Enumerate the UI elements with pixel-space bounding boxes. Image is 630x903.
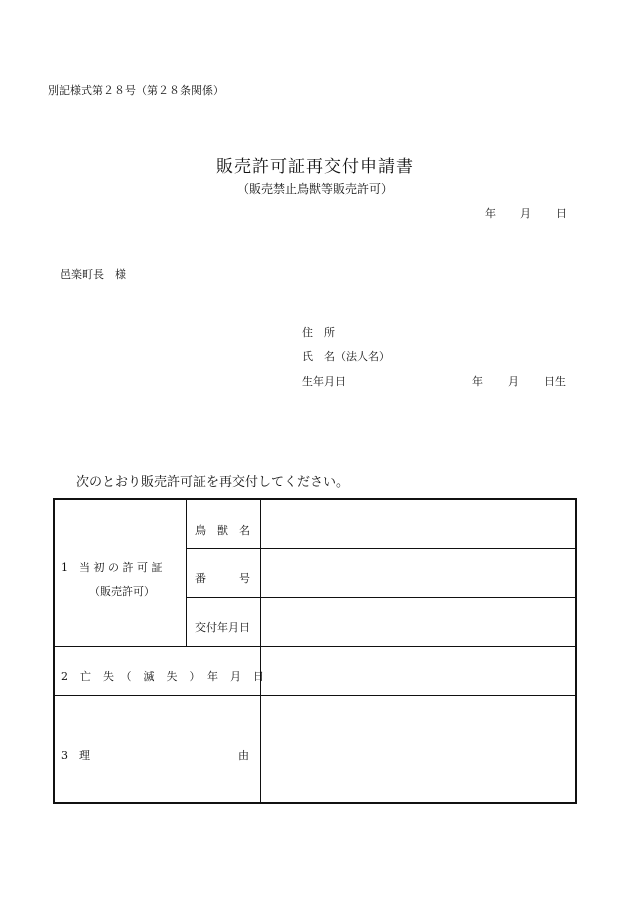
date-month-label: 月 xyxy=(520,207,531,220)
form-number: 別記様式第２８号（第２８条関係） xyxy=(48,84,224,97)
table-divider-row2 xyxy=(186,597,575,598)
birth-month-label: 月 xyxy=(508,375,519,388)
issue-date-label: 交付年月日 xyxy=(195,621,250,634)
date-year-label: 年 xyxy=(485,207,496,220)
application-table xyxy=(53,498,577,804)
addressee: 邑楽町長 様 xyxy=(60,268,126,281)
table-divider-values xyxy=(260,500,261,802)
section1-subtitle: （販売許可） xyxy=(89,585,155,598)
birth-year-label: 年 xyxy=(472,375,483,388)
issue-date-field[interactable] xyxy=(263,600,573,644)
section2-label: 2 亡 失 （ 滅 失 ） 年 月 日 xyxy=(61,670,265,683)
birth-day-label: 日生 xyxy=(544,375,566,388)
table-divider-row1 xyxy=(186,548,575,549)
request-text: 次のとおり販売許可証を再交付してください。 xyxy=(76,475,350,490)
reason-field[interactable] xyxy=(263,698,573,800)
document-subtitle: （販売禁止鳥獣等販売許可） xyxy=(236,182,393,196)
applicant-address-label: 住 所 xyxy=(302,326,335,339)
table-divider-section1 xyxy=(186,500,187,646)
table-divider-section2 xyxy=(55,646,575,647)
permit-number-label: 番 号 xyxy=(195,572,250,585)
section1-title: 1 当 初 の 許 可 証 xyxy=(61,561,163,574)
section3-reason-label: 由 xyxy=(238,749,249,762)
permit-number-field[interactable] xyxy=(263,551,573,595)
applicant-name-label: 氏 名（法人名） xyxy=(302,350,390,363)
table-divider-section3 xyxy=(55,695,575,696)
applicant-birth-label: 生年月日 xyxy=(302,375,346,388)
bird-name-label: 鳥 獣 名 xyxy=(195,524,250,537)
date-day-label: 日 xyxy=(556,207,567,220)
loss-date-field[interactable] xyxy=(263,649,573,693)
document-title: 販売許可証再交付申請書 xyxy=(216,157,414,177)
bird-name-field[interactable] xyxy=(263,502,573,546)
section3-label: 3 理 xyxy=(61,749,90,762)
